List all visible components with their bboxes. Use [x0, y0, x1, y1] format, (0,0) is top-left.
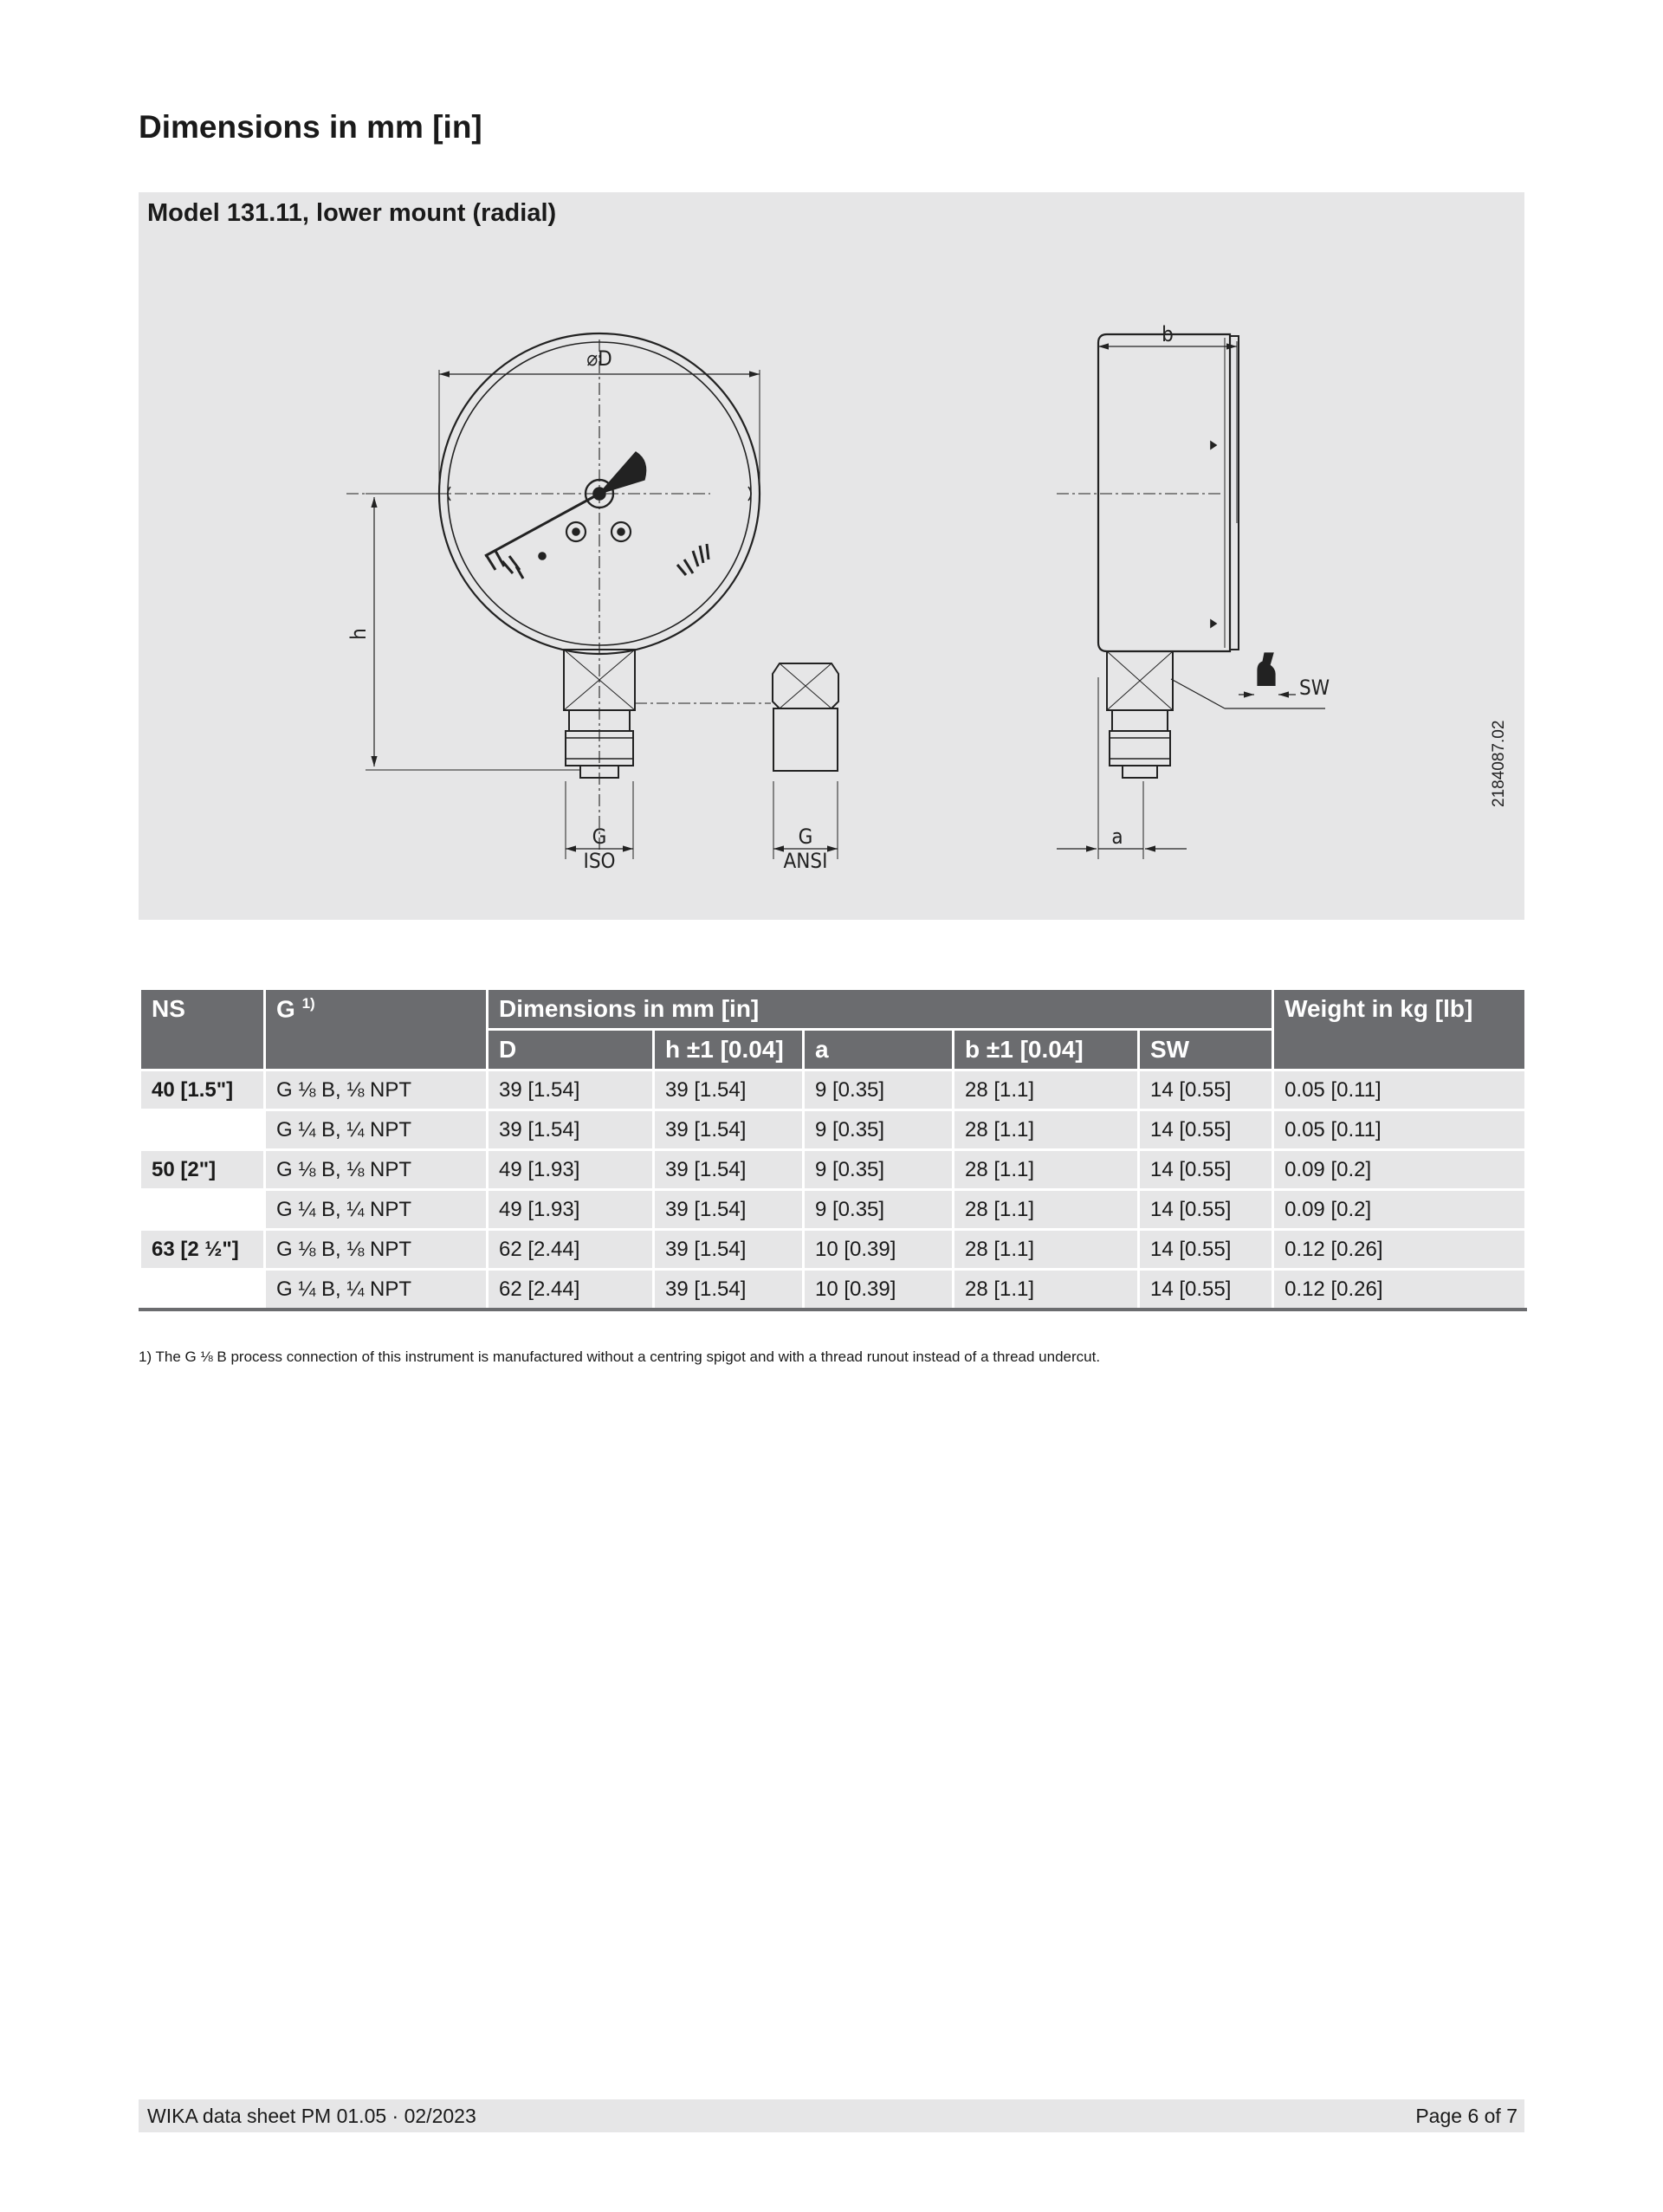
footnote: 1) The G ⅛ B process connection of this instrument is manufactured without a centring spigot and with a thread runout instead of a thread undercut. [139, 1349, 1101, 1365]
table-header-row [140, 989, 1526, 1030]
cell-g: G ¼ B, ¼ NPT [265, 1190, 488, 1230]
page-title: Dimensions in mm [in] [139, 109, 482, 145]
cell-sw: 14 [0.55] [1139, 1230, 1273, 1270]
cell-weight: 0.12 [0.26] [1273, 1230, 1526, 1270]
cell-g: G ⅛ B, ⅛ NPT [265, 1070, 488, 1110]
cell-d: 62 [2.44] [488, 1270, 654, 1310]
cell-h: 39 [1.54] [654, 1150, 804, 1190]
cell-b: 28 [1.1] [954, 1190, 1139, 1230]
cell-h: 39 [1.54] [654, 1230, 804, 1270]
cell-g: G ⅛ B, ⅛ NPT [265, 1230, 488, 1270]
cell-weight: 0.09 [0.2] [1273, 1190, 1526, 1230]
table-row [140, 1230, 1526, 1270]
ansi-label: ANSI [783, 849, 828, 873]
cell-g: G ¼ B, ¼ NPT [265, 1110, 488, 1150]
cell-a: 9 [0.35] [804, 1070, 954, 1110]
cell-sw: 14 [0.55] [1139, 1110, 1273, 1150]
cell-weight: 0.09 [0.2] [1273, 1150, 1526, 1190]
dimensions-table [139, 987, 1527, 1311]
cell-ns [140, 1190, 265, 1230]
a-label: a [1111, 825, 1123, 849]
cell-sw: 14 [0.55] [1139, 1070, 1273, 1110]
header-a: a [804, 1030, 954, 1070]
footer-document-info: WIKA data sheet PM 01.05 · 02/2023 [147, 2105, 476, 2127]
header-b: b ±1 [0.04] [954, 1030, 1139, 1070]
cell-ns: 63 [2 ½"] [140, 1230, 265, 1270]
cell-weight: 0.05 [0.11] [1273, 1110, 1526, 1150]
cell-ns: 40 [1.5"] [140, 1070, 265, 1110]
cell-weight: 0.05 [0.11] [1273, 1070, 1526, 1110]
cell-d: 49 [1.93] [488, 1190, 654, 1230]
cell-d: 39 [1.54] [488, 1110, 654, 1150]
cell-h: 39 [1.54] [654, 1190, 804, 1230]
diameter-label: ⌀D [586, 346, 612, 371]
cell-h: 39 [1.54] [654, 1110, 804, 1150]
gauge-dimension-drawing [139, 192, 1524, 920]
table-row [140, 1110, 1526, 1150]
table-row [140, 1270, 1526, 1310]
cell-weight: 0.12 [0.26] [1273, 1270, 1526, 1310]
cell-h: 39 [1.54] [654, 1070, 804, 1110]
cell-g: G ⅛ B, ⅛ NPT [265, 1150, 488, 1190]
cell-d: 62 [2.44] [488, 1230, 654, 1270]
header-weight: Weight in kg [lb] [1273, 989, 1526, 1070]
drawing-number: 2184087.02 [1490, 720, 1508, 807]
cell-a: 9 [0.35] [804, 1150, 954, 1190]
technical-drawing-panel [139, 192, 1524, 920]
b-label: b [1162, 322, 1174, 346]
table-row [140, 1070, 1526, 1110]
cell-sw: 14 [0.55] [1139, 1190, 1273, 1230]
cell-d: 39 [1.54] [488, 1070, 654, 1110]
cell-d: 49 [1.93] [488, 1150, 654, 1190]
page-footer [139, 2099, 1524, 2132]
cell-a: 10 [0.39] [804, 1230, 954, 1270]
header-h: h ±1 [0.04] [654, 1030, 804, 1070]
cell-h: 39 [1.54] [654, 1270, 804, 1310]
cell-b: 28 [1.1] [954, 1270, 1139, 1310]
cell-ns [140, 1270, 265, 1310]
cell-ns: 50 [2"] [140, 1150, 265, 1190]
g-iso-label: G [592, 825, 607, 849]
footer-page-number: Page 6 of 7 [1415, 2105, 1517, 2127]
cell-a: 10 [0.39] [804, 1270, 954, 1310]
cell-g: G ¼ B, ¼ NPT [265, 1270, 488, 1310]
header-ns: NS [140, 989, 265, 1070]
cell-sw: 14 [0.55] [1139, 1270, 1273, 1310]
header-g: G $^{1)}$ [265, 989, 488, 1070]
sw-label: SW [1299, 676, 1330, 700]
table-row [140, 1150, 1526, 1190]
cell-a: 9 [0.35] [804, 1190, 954, 1230]
cell-b: 28 [1.1] [954, 1110, 1139, 1150]
cell-b: 28 [1.1] [954, 1230, 1139, 1270]
cell-ns [140, 1110, 265, 1150]
h-label: h [346, 628, 371, 640]
header-sw: SW [1139, 1030, 1273, 1070]
cell-b: 28 [1.1] [954, 1070, 1139, 1110]
header-d: D [488, 1030, 654, 1070]
cell-a: 9 [0.35] [804, 1110, 954, 1150]
cell-sw: 14 [0.55] [1139, 1150, 1273, 1190]
table-row [140, 1190, 1526, 1230]
iso-label: ISO [583, 849, 616, 873]
footnote-ref: 1) [301, 995, 315, 1012]
drawing-title: Model 131.11, lower mount (radial) [147, 199, 557, 227]
cell-b: 28 [1.1] [954, 1150, 1139, 1190]
g-ansi-label: G [798, 825, 813, 849]
header-dimensions-group: Dimensions in mm [in] [488, 989, 1273, 1030]
